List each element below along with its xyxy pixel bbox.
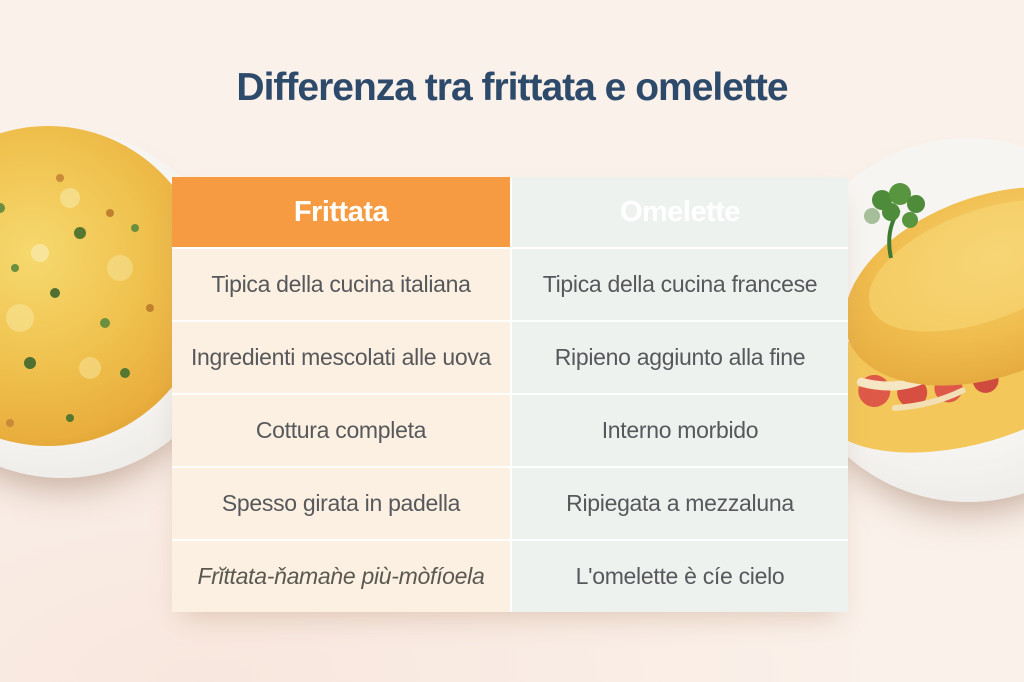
column-header-omelette: Omelette	[510, 177, 848, 247]
column-header-frittata: Frittata	[172, 177, 510, 247]
comparison-table	[172, 177, 848, 612]
cell-frittata-row-2: Cottura completa	[172, 393, 510, 466]
cell-frittata-row-4: Frĭttata-ňamaǹe più-mòfíoela	[172, 539, 510, 612]
cell-omelette-row-4: L'omelette è cíe cielo	[510, 539, 848, 612]
cell-frittata-row-0: Tipica della cucina italiana	[172, 247, 510, 320]
cell-omelette-row-1: Ripieno aggiunto alla fine	[510, 320, 848, 393]
cell-omelette-row-2: Interno morbido	[510, 393, 848, 466]
cell-omelette-row-3: Ripiegata a mezzaluna	[510, 466, 848, 539]
cell-frittata-row-3: Spesso girata in padella	[172, 466, 510, 539]
cell-frittata-row-1: Ingredienti mescolati alle uova	[172, 320, 510, 393]
page-title: Differenza tra frittata e omelette	[236, 66, 788, 109]
cell-omelette-row-0: Tipica della cucina francese	[510, 247, 848, 320]
